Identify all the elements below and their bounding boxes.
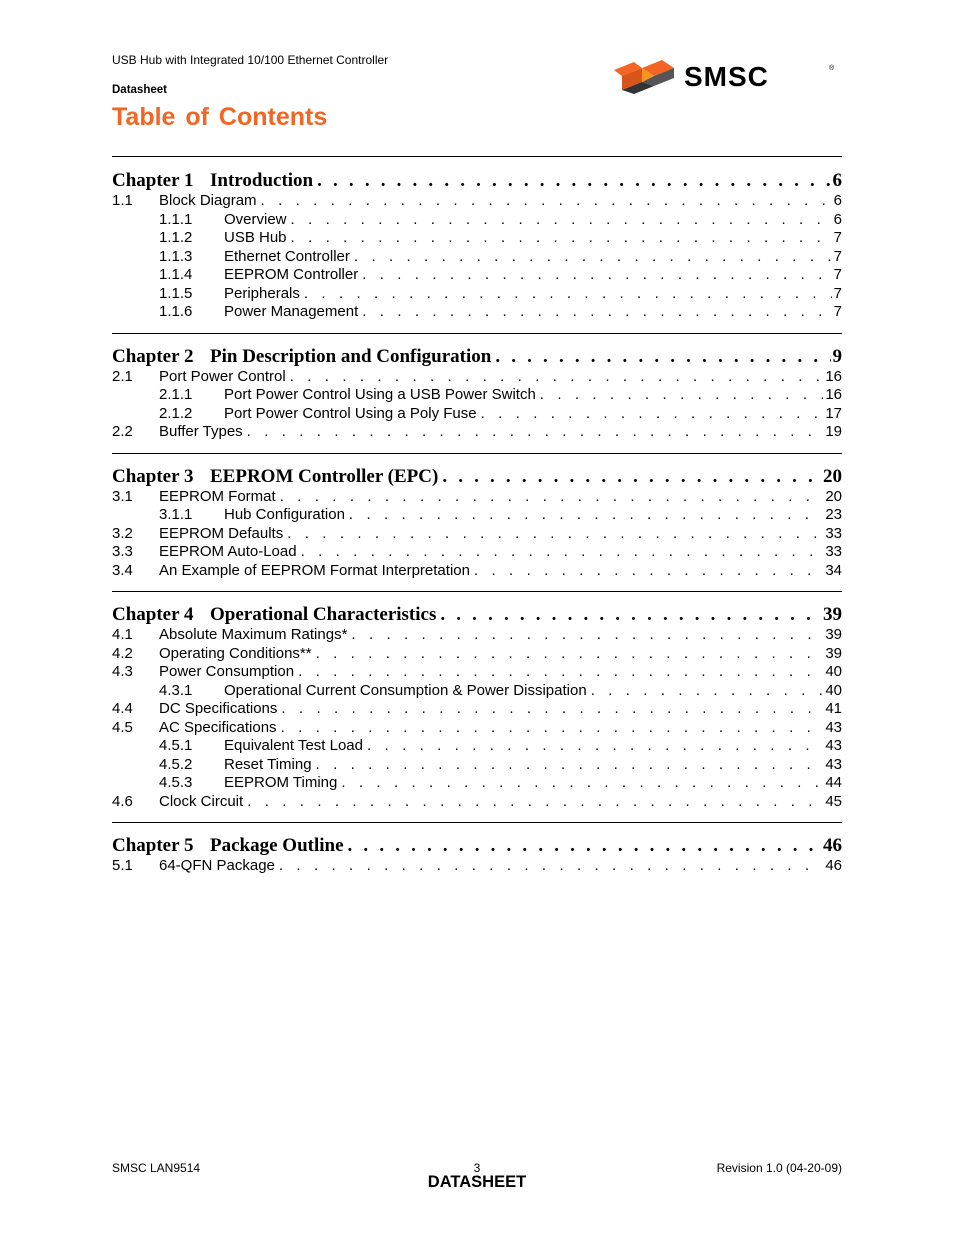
leader-dots	[277, 700, 823, 719]
toc-section-entry[interactable]	[112, 626, 842, 645]
entry-label: EEPROM Auto-Load	[159, 543, 297, 560]
leader-dots	[477, 405, 824, 424]
toc-section-entry[interactable]	[112, 423, 842, 442]
entry-label: Clock Circuit	[159, 792, 244, 810]
chapter-heading[interactable]	[112, 604, 842, 626]
toc-section-entry[interactable]	[112, 525, 842, 544]
toc-subsection-entry[interactable]	[112, 774, 842, 793]
entry-page: 16	[825, 367, 842, 385]
entry-page: 40	[825, 663, 842, 680]
entry-label: Power Consumption	[159, 663, 295, 680]
leader-dots	[347, 626, 823, 645]
entry-page: 43	[825, 737, 842, 754]
entry-page: 39	[825, 644, 842, 662]
smsc-logo-wordmark: SMSC	[684, 61, 769, 92]
leader-dots	[363, 737, 823, 756]
entry-page: 43	[825, 718, 842, 736]
entry-label: EEPROM Timing	[224, 774, 338, 791]
leader-dots	[470, 562, 823, 581]
entry-number: 1.1	[112, 192, 133, 209]
entry-number: 1.1.3	[159, 247, 193, 265]
chapter-heading[interactable]	[112, 170, 842, 192]
chapter-title: Pin Description and Configuration	[210, 345, 492, 367]
entry-page: 40	[825, 681, 842, 699]
toc-section-entry[interactable]	[112, 857, 842, 876]
entry-number: 3.1	[112, 487, 133, 505]
entry-label: 64-QFN Package	[159, 857, 275, 874]
leader-dots	[491, 346, 830, 368]
toc-subsection-entry[interactable]	[112, 211, 842, 230]
chapter-block	[112, 453, 842, 592]
entry-number: 4.3	[112, 663, 133, 680]
entry-page: 6	[833, 192, 842, 209]
entry-number: 2.1	[112, 367, 133, 385]
chapter-number: Chapter 5	[112, 835, 194, 856]
chapter-number: Chapter 1	[112, 170, 194, 191]
entry-page: 7	[833, 266, 842, 283]
entry-page: 7	[833, 284, 842, 302]
toc-section-entry[interactable]	[112, 719, 842, 738]
entry-number: 3.4	[112, 561, 133, 579]
leader-dots	[257, 192, 832, 211]
entry-label: USB Hub	[224, 229, 287, 246]
toc-subsection-entry[interactable]	[112, 737, 842, 756]
leader-dots	[275, 857, 823, 876]
leader-dots	[243, 423, 824, 442]
chapter-page: 6	[832, 170, 842, 191]
table-of-contents	[112, 156, 842, 887]
entry-number: 4.5.2	[159, 755, 193, 773]
entry-number: 2.1.2	[159, 404, 193, 422]
entry-number: 3.1.1	[159, 506, 193, 523]
entry-number: 4.3.1	[159, 681, 193, 699]
leader-dots	[276, 488, 824, 507]
entry-number: 1.1.1	[159, 210, 193, 228]
chapter-heading[interactable]	[112, 346, 842, 368]
toc-subsection-entry[interactable]	[112, 285, 842, 304]
chapter-page: 20	[823, 465, 842, 487]
chapter-heading[interactable]	[112, 835, 842, 857]
footer-revision: Revision 1.0 (04-20-09)	[716, 1161, 842, 1175]
footer-datasheet-label: DATASHEET	[427, 1173, 527, 1191]
leader-dots	[358, 303, 831, 322]
entry-number: 4.5.1	[159, 737, 193, 754]
toc-section-entry[interactable]	[112, 700, 842, 719]
leader-dots	[287, 229, 832, 248]
entry-number: 2.2	[112, 423, 133, 440]
entry-page: 45	[825, 792, 842, 810]
chapter-block	[112, 156, 842, 333]
entry-page: 46	[825, 857, 842, 874]
leader-dots	[438, 466, 821, 488]
entry-label: An Example of EEPROM Format Interpretation	[159, 561, 470, 579]
entry-page: 43	[825, 755, 842, 773]
leader-dots	[312, 756, 824, 775]
toc-section-entry[interactable]	[112, 368, 842, 387]
entry-label: Port Power Control	[159, 367, 286, 385]
entry-page: 7	[833, 303, 842, 320]
chapter-number: Chapter 4	[112, 604, 194, 625]
chapter-number: Chapter 3	[112, 465, 194, 487]
chapter-block	[112, 591, 842, 822]
chapter-title: Operational Characteristics	[210, 604, 437, 625]
entry-number: 1.1.5	[159, 284, 193, 302]
toc-section-entry[interactable]	[112, 793, 842, 812]
entry-page: 20	[825, 487, 842, 505]
footer-page-number: 3	[473, 1161, 481, 1175]
toc-section-entry[interactable]	[112, 192, 842, 211]
toc-subsection-entry[interactable]	[112, 405, 842, 424]
entry-label: Peripherals	[224, 284, 300, 302]
toc-subsection-entry[interactable]	[112, 303, 842, 322]
entry-page: 41	[825, 700, 842, 717]
entry-number: 4.2	[112, 644, 133, 662]
toc-subsection-entry[interactable]	[112, 682, 842, 701]
chapter-page: 46	[823, 835, 842, 856]
registered-mark: ®	[829, 65, 835, 72]
leader-dots	[312, 645, 824, 664]
leader-dots	[344, 835, 821, 857]
leader-dots	[283, 525, 823, 544]
entry-page: 34	[825, 561, 842, 579]
toc-subsection-entry[interactable]	[112, 386, 842, 405]
page-title: Table of Contents	[112, 103, 328, 131]
entry-label: Port Power Control Using a USB Power Switch	[224, 386, 536, 403]
entry-label: Operating Conditions**	[159, 644, 312, 662]
toc-section-entry[interactable]	[112, 488, 842, 507]
header-doc-type: Datasheet	[112, 84, 167, 96]
entry-page: 7	[833, 247, 842, 265]
entry-number: 3.2	[112, 524, 133, 542]
chapter-number: Chapter 2	[112, 345, 194, 367]
toc-section-entry[interactable]	[112, 543, 842, 562]
entry-label: Operational Current Consumption & Power Dissipation	[224, 681, 587, 699]
chapter-heading[interactable]	[112, 466, 842, 488]
entry-page: 23	[825, 506, 842, 523]
leader-dots	[313, 170, 830, 192]
toc-section-entry[interactable]	[112, 663, 842, 682]
chapter-block	[112, 822, 842, 887]
toc-subsection-entry[interactable]	[112, 229, 842, 248]
entry-label: AC Specifications	[159, 718, 277, 736]
toc-subsection-entry[interactable]	[112, 248, 842, 267]
entry-label: Overview	[224, 210, 287, 228]
entry-label: EEPROM Format	[159, 487, 276, 505]
entry-label: Ethernet Controller	[224, 247, 350, 265]
entry-number: 4.5	[112, 718, 133, 736]
smsc-logo	[612, 56, 842, 98]
entry-page: 16	[825, 386, 842, 403]
leader-dots	[358, 266, 831, 285]
leader-dots	[337, 774, 823, 793]
leader-dots	[587, 682, 824, 701]
leader-dots	[350, 248, 832, 267]
entry-page: 44	[825, 774, 842, 791]
toc-subsection-entry[interactable]	[112, 266, 842, 285]
leader-dots	[297, 543, 824, 562]
chapter-title: Package Outline	[210, 835, 344, 856]
chapter-page: 39	[823, 604, 842, 625]
entry-number: 4.6	[112, 792, 133, 810]
entry-page: 17	[825, 404, 842, 422]
entry-page: 7	[833, 229, 842, 246]
chapter-page: 9	[832, 345, 842, 367]
entry-number: 3.3	[112, 543, 133, 560]
leader-dots	[287, 211, 832, 230]
entry-page: 33	[825, 543, 842, 560]
entry-label: Reset Timing	[224, 755, 312, 773]
entry-label: Equivalent Test Load	[224, 737, 363, 754]
entry-number: 2.1.1	[159, 386, 193, 403]
entry-number: 5.1	[112, 857, 133, 874]
entry-label: EEPROM Controller	[224, 266, 359, 283]
entry-label: Port Power Control Using a Poly Fuse	[224, 404, 477, 422]
entry-number: 1.1.6	[159, 303, 193, 320]
footer-left: SMSC LAN9514	[112, 1161, 201, 1175]
toc-subsection-entry[interactable]	[112, 756, 842, 775]
entry-label: Buffer Types	[159, 423, 243, 440]
entry-label: Hub Configuration	[224, 506, 345, 523]
leader-dots	[436, 604, 821, 626]
leader-dots	[536, 386, 824, 405]
entry-page: 6	[833, 210, 842, 228]
leader-dots	[243, 793, 823, 812]
entry-label: Absolute Maximum Ratings*	[159, 626, 348, 643]
toc-subsection-entry[interactable]	[112, 506, 842, 525]
leader-dots	[277, 719, 824, 738]
chapter-title: Introduction	[210, 170, 314, 191]
entry-number: 4.1	[112, 626, 133, 643]
entry-number: 1.1.2	[159, 229, 193, 246]
leader-dots	[345, 506, 823, 525]
leader-dots	[300, 285, 832, 304]
entry-number: 1.1.4	[159, 266, 193, 283]
chapter-block	[112, 333, 842, 453]
chapter-title: EEPROM Controller (EPC)	[210, 465, 439, 487]
entry-page: 39	[825, 626, 842, 643]
entry-number: 4.4	[112, 700, 133, 717]
toc-section-entry[interactable]	[112, 562, 842, 581]
entry-number: 4.5.3	[159, 774, 193, 791]
entry-label: DC Specifications	[159, 700, 278, 717]
leader-dots	[294, 663, 823, 682]
entry-page: 19	[825, 423, 842, 440]
header-product: USB Hub with Integrated 10/100 Ethernet Controller	[112, 53, 389, 67]
entry-label: EEPROM Defaults	[159, 524, 284, 542]
entry-label: Block Diagram	[159, 192, 257, 209]
entry-page: 33	[825, 524, 842, 542]
entry-label: Power Management	[224, 303, 359, 320]
toc-section-entry[interactable]	[112, 645, 842, 664]
leader-dots	[286, 368, 824, 387]
smsc-logo-mark-icon	[614, 60, 674, 94]
